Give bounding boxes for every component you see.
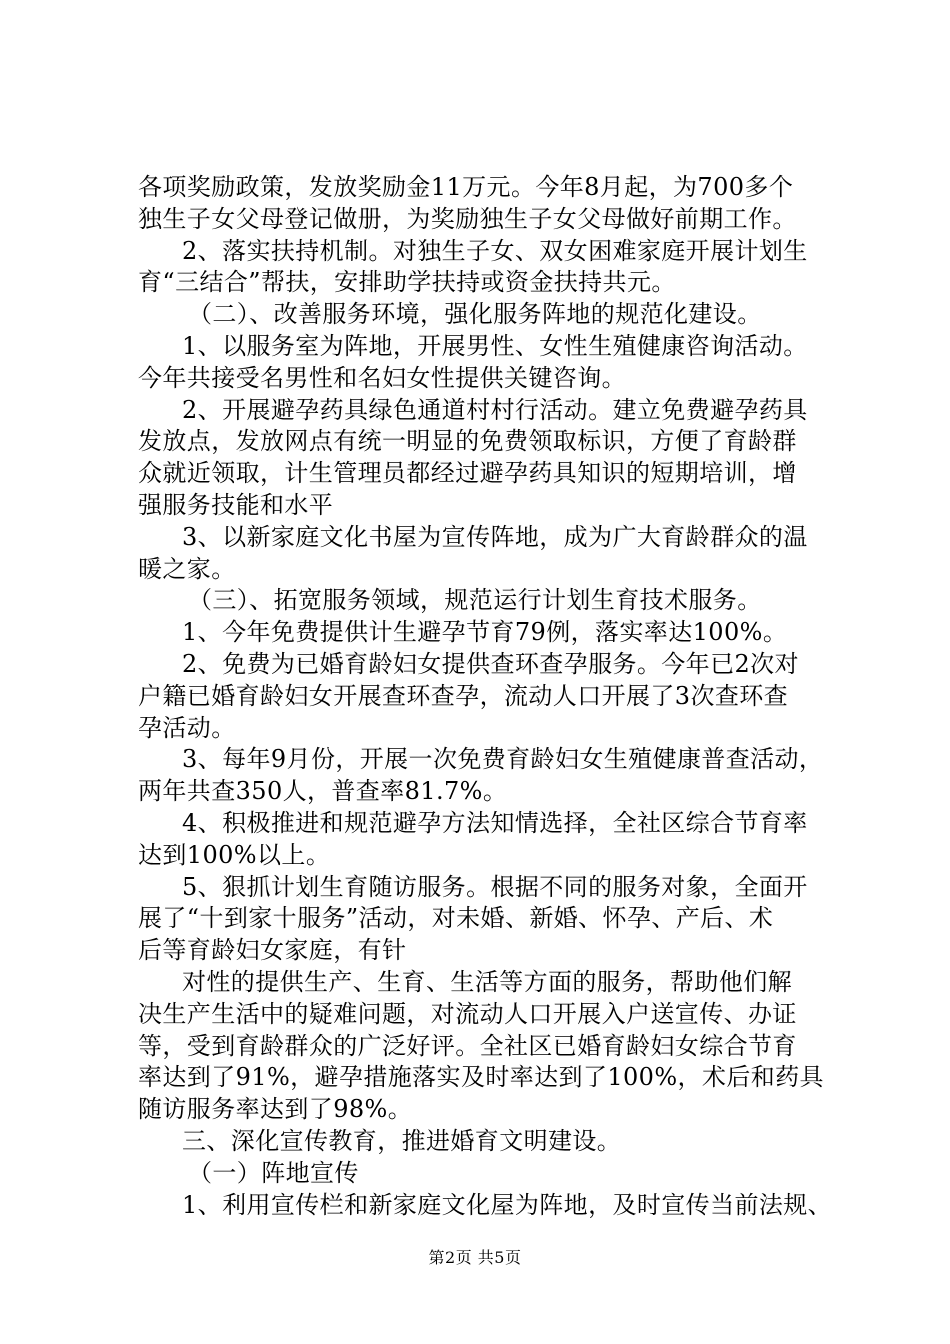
body-line: 达到100%以上。 (138, 840, 331, 869)
paragraph-start-line: 5、狠抓计划生育随访服务。根据不同的服务对象，全面开 (182, 872, 808, 901)
paragraph-start-line: 1、利用宣传栏和新家庭文化屋为阵地，及时宣传当前法规、 (182, 1190, 833, 1219)
body-line: 等，受到育龄群众的广泛好评。全社区已婚育龄妇女综合节育 (138, 1031, 797, 1060)
body-line: 今年共接受名男性和名妇女性提供关键咨询。 (138, 363, 626, 392)
body-line: 率达到了91%，避孕措施落实及时率达到了100%，术后和药具 (138, 1063, 824, 1092)
section-heading: （三）、拓宽服务领域，规范运行计划生育技术服务。 (188, 586, 762, 615)
body-line: 户籍已婚育龄妇女开展查环查孕，流动人口开展了3次查环查 (138, 681, 789, 710)
body-line: 各项奖励政策，发放奖励金11万元。今年8月起，为700多个 (138, 173, 794, 201)
body-line: 两年共查350人，普查率81.7%。 (138, 777, 508, 806)
body-line: 后等育龄妇女家庭，有针 (138, 936, 407, 965)
paragraph-start-line: 2、开展避孕药具绿色通道村村行活动。建立免费避孕药具 (182, 395, 808, 424)
paragraph-start-line: 4、积极推进和规范避孕方法知情选择，全社区综合节育率 (182, 808, 808, 837)
body-line: 众就近领取，计生管理员都经过避孕药具知识的短期培训，增 (138, 459, 797, 488)
body-line: 暖之家。 (138, 554, 236, 583)
body-line: 孕活动。 (138, 713, 236, 742)
paragraph-start-line: 3、以新家庭文化书屋为宣传阵地，成为广大育龄群众的温 (182, 522, 808, 551)
body-line: 随访服务率达到了98%。 (138, 1095, 413, 1124)
paragraph-start-line: 1、以服务室为阵地，开展男性、女性生殖健康咨询活动。 (182, 331, 808, 360)
paragraph-start-line: 2、落实扶持机制。对独生子女、双女困难家庭开展计划生 (182, 236, 808, 265)
document-body (138, 172, 838, 1221)
paragraph-start-line: 1、今年免费提供计生避孕节育79例，落实率达100%。 (182, 618, 788, 647)
section-heading: （二）、改善服务环境，强化服务阵地的规范化建设。 (188, 300, 762, 329)
subsection-heading: （一）阵地宣传 (188, 1158, 359, 1187)
body-line: 发放点，发放网点有统一明显的免费领取标识，方便了育龄群 (138, 427, 797, 456)
body-line: 强服务技能和水平 (138, 490, 334, 519)
paragraph-start-line: 3、每年9月份，开展一次免费育龄妇女生殖健康普查活动， (182, 745, 824, 774)
paragraph-start-line: 2、免费为已婚育龄妇女提供查环查孕服务。今年已2次对 (182, 649, 799, 678)
body-line: 独生子女父母登记做册，为奖励独生子女父母做好前期工作。 (138, 204, 797, 233)
paragraph-start-line: 对性的提供生产、生育、生活等方面的服务，帮助他们解 (182, 967, 792, 996)
section-heading: 三、深化宣传教育，推进婚育文明建设。 (182, 1126, 622, 1155)
body-line: 育“三结合”帮扶，安排助学扶持或资金扶持共元。 (138, 268, 676, 297)
body-line: 决生产生活中的疑难问题，对流动人口开展入户送宣传、办证 (138, 999, 797, 1028)
page-number-footer: 第2页 共5页 (428, 1248, 522, 1267)
body-line: 展了“十到家十服务”活动，对未婚、新婚、怀孕、产后、术 (138, 904, 774, 933)
